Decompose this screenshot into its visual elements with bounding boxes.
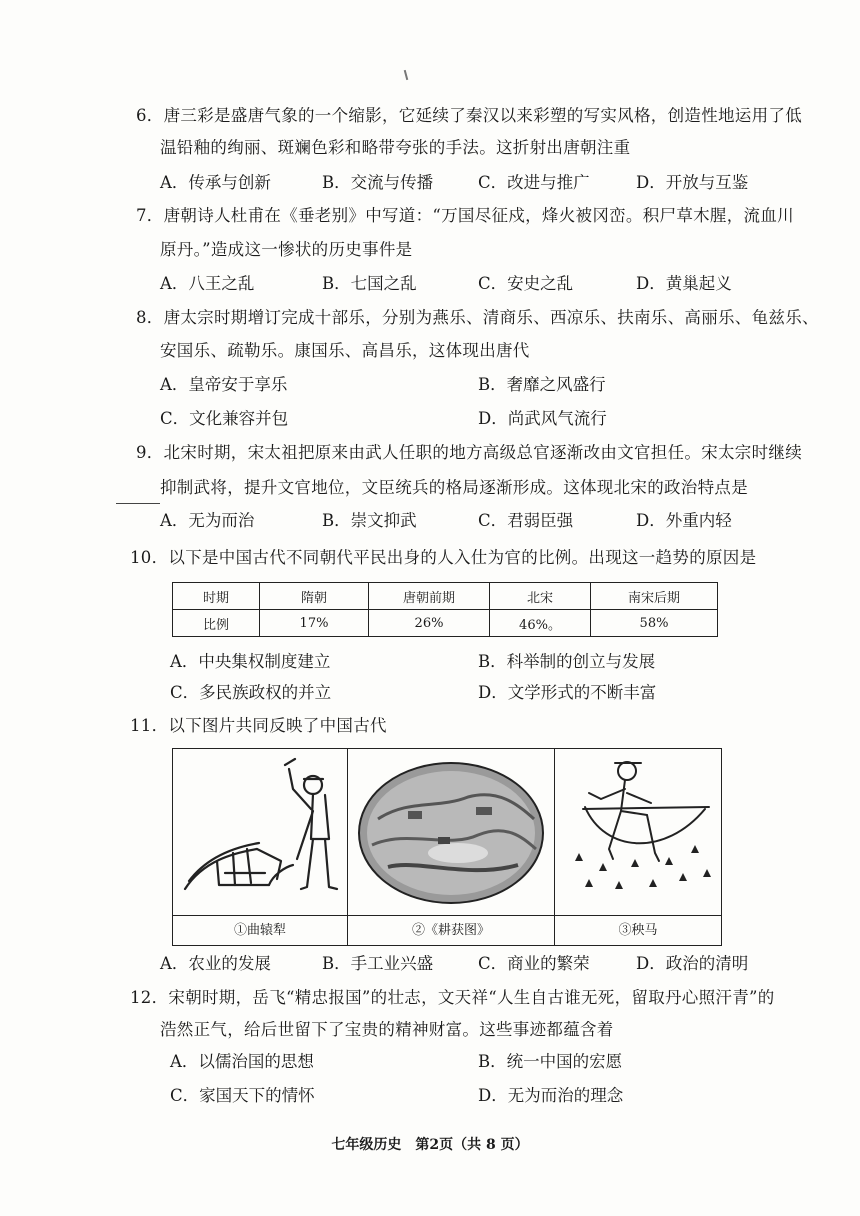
q9-stem-line1: 9．北宋时期，宋太祖把原来由武人任职的地方高级总官逐渐改由文官担任。宋太宗时继续 — [136, 443, 802, 462]
q7-option-c[interactable]: C．安史之乱 — [478, 274, 574, 293]
q11-option-c[interactable]: C．商业的繁荣 — [478, 954, 590, 973]
table-header-row — [173, 583, 718, 610]
q10-stem-line1: 10．以下是中国古代不同朝代平民出身的人入仕为官的比例。出现这一趋势的原因是 — [130, 548, 757, 567]
table-row — [173, 610, 718, 637]
q12-option-d[interactable]: D．无为而治的理念 — [478, 1086, 624, 1105]
q7-option-a[interactable]: A．八王之乱 — [160, 274, 255, 293]
figure-panel — [172, 748, 722, 946]
table-cell: 比例 — [173, 610, 260, 637]
q10-option-c[interactable]: C．多民族政权的并立 — [170, 683, 332, 702]
q9-option-c[interactable]: C．君弱臣强 — [478, 511, 574, 530]
scan-mark — [404, 70, 409, 80]
q12-stem-line1: 12．宋朝时期，岳飞“精忠报国”的壮志，文天祥“人生自古谁无死，留取丹心照汗青”的 — [130, 988, 775, 1007]
q8-stem-line1: 8．唐太宗时期增订完成十部乐，分别为燕乐、清商乐、西凉乐、扶南乐、高丽乐、龟兹乐、 — [136, 308, 819, 327]
q10-option-b[interactable]: B．科举制的创立与发展 — [478, 652, 656, 671]
q12-stem-line2: 浩然正气，给后世留下了宝贵的精神财富。这些事迹都蕴含着 — [160, 1020, 614, 1039]
q7-option-d[interactable]: D．黄巢起义 — [636, 274, 732, 293]
q8-option-b[interactable]: B．奢靡之风盛行 — [478, 375, 606, 394]
figure-caption-2: ②《耕获图》 — [348, 915, 555, 946]
q7-stem-line1: 7．唐朝诗人杜甫在《垂老别》中写道：“万国尽征戍，烽火被冈峦。积尸草木腥，流血川 — [136, 206, 794, 225]
q12-option-b[interactable]: B．统一中国的宏愿 — [478, 1052, 623, 1071]
q10-option-a[interactable]: A．中央集权制度建立 — [170, 652, 331, 671]
q6-stem-line2: 温铅釉的绚丽、斑斓色彩和略带夸张的手法。这折射出唐朝注重 — [160, 138, 631, 157]
q9-option-a[interactable]: A．无为而治 — [160, 511, 255, 530]
seedling-horse-illustration — [555, 749, 721, 915]
table-header-cell: 北宋 — [490, 583, 591, 610]
q11-option-a[interactable]: A．农业的发展 — [160, 954, 271, 973]
table-header-cell: 时期 — [173, 583, 260, 610]
q9-option-b[interactable]: B．崇文抑武 — [322, 511, 417, 530]
q8-option-a[interactable]: A．皇帝安于享乐 — [160, 375, 288, 394]
page-footer: 七年级历史 第2页（共 8 页） — [331, 1137, 529, 1153]
table-cell: 58% — [591, 610, 718, 637]
q11-stem-line1: 11．以下图片共同反映了中国古代 — [130, 716, 387, 735]
q12-option-a[interactable]: A．以儒治国的思想 — [170, 1052, 314, 1071]
q11-option-b[interactable]: B．手工业兴盛 — [322, 954, 434, 973]
table-cell: 17% — [260, 610, 369, 637]
q8-stem-line2: 安国乐、疏勒乐。康国乐、高昌乐，这体现出唐代 — [160, 341, 530, 360]
q6-stem-line1: 6．唐三彩是盛唐气象的一个缩影，它延续了秦汉以来彩塑的写实风格，创造性地运用了低 — [136, 106, 802, 125]
plough-illustration — [173, 749, 348, 915]
ratio-table — [172, 582, 718, 637]
q9-stem-line2: 抑制武将，提升文官地位，文臣统兵的格局逐渐形成。这体现北宋的政治特点是 — [160, 478, 748, 497]
q8-option-d[interactable]: D．尚武风气流行 — [478, 409, 607, 428]
q12-option-c[interactable]: C．家国天下的情怀 — [170, 1086, 315, 1105]
margin-dash — [116, 503, 160, 504]
figure-caption-3: ③秧马 — [555, 915, 721, 946]
table-header-cell: 唐朝前期 — [369, 583, 490, 610]
painting-illustration — [348, 749, 555, 915]
table-cell: 46%。 — [490, 610, 591, 637]
table-header-cell: 南宋后期 — [591, 583, 718, 610]
q9-option-d[interactable]: D．外重内轻 — [636, 511, 732, 530]
table-cell: 26% — [369, 610, 490, 637]
q8-option-c[interactable]: C．文化兼容并包 — [160, 409, 289, 428]
q7-stem-line2: 原丹。”造成这一惨状的历史事件是 — [160, 240, 413, 259]
q11-option-d[interactable]: D．政治的清明 — [636, 954, 749, 973]
table-header-cell: 隋朝 — [260, 583, 369, 610]
figure-caption-1: ①曲辕犁 — [173, 915, 348, 946]
q6-option-c[interactable]: C．改进与推广 — [478, 173, 590, 192]
q7-option-b[interactable]: B．七国之乱 — [322, 274, 417, 293]
q6-option-b[interactable]: B．交流与传播 — [322, 173, 434, 192]
q6-option-a[interactable]: A．传承与创新 — [160, 173, 271, 192]
q10-option-d[interactable]: D．文学形式的不断丰富 — [478, 683, 657, 702]
q6-option-d[interactable]: D．开放与互鉴 — [636, 173, 749, 192]
